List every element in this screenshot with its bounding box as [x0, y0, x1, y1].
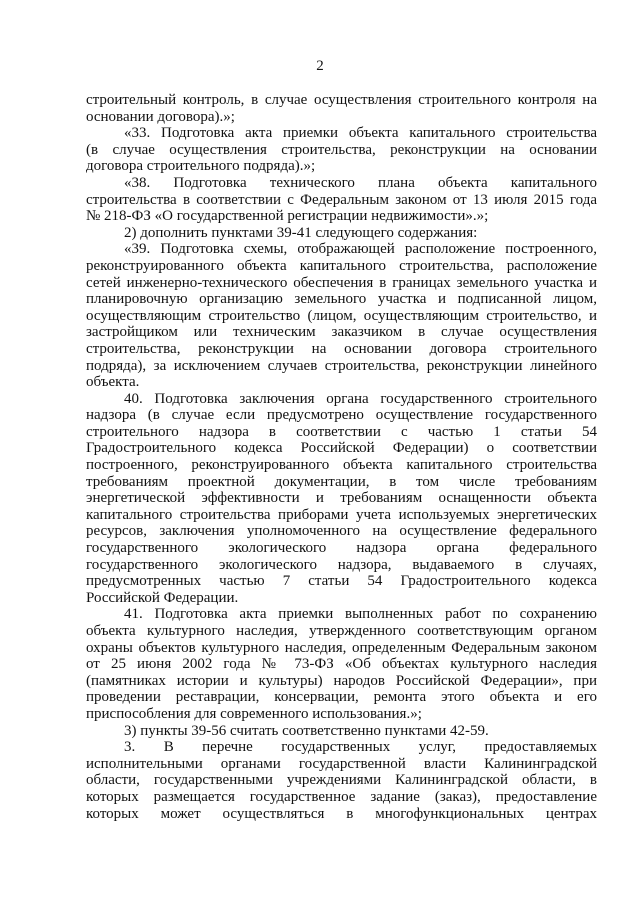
text-line: требованиям проектной документации, в том числе требованиям [86, 473, 597, 490]
text-line: договора строительного подряда).»; [86, 158, 316, 175]
text-line: осуществляющим строительство (лицом, осуществляющим строительство, и [86, 307, 597, 324]
text-line: 3) пункты 39-56 считать соответственно пунктами 42-59. [124, 722, 489, 739]
paragraph [86, 92, 597, 125]
text-line: 41. Подготовка акта приемки выполненных работ по сохранению [124, 606, 597, 623]
page-number: 2 [316, 58, 324, 74]
paragraph [86, 241, 597, 390]
paragraph [86, 606, 597, 722]
text-line: проведении реставрации, консервации, ремонта этого объекта и его [86, 689, 597, 706]
text-line: энергетической эффективности и требованиям оснащенности объекта [86, 490, 597, 507]
paragraph [86, 723, 597, 740]
text-line: построенного, реконструированного объекта капитального строительства [86, 457, 597, 474]
text-line: капитального строительства приборами учета используемых энергетических [86, 506, 597, 523]
document-body [86, 92, 597, 822]
text-line: приспособления для современного использования.»; [86, 705, 422, 722]
text-line: подряда), за исключением случаев строительства, реконструкции линейного [86, 357, 597, 374]
text-line: 40. Подготовка заключения органа государственного строительного [124, 390, 597, 407]
text-line: Градостроительного кодекса Российской Федерации) о соответствии [86, 440, 597, 457]
text-line: реконструированного объекта капитального строительства, расположение [86, 257, 597, 274]
text-line: строительства в соответствии с Федеральным законом от 13 июля 2015 года [86, 191, 597, 208]
text-line: объекта. [86, 374, 140, 391]
text-line: охраны объектов культурного наследия, определенным Федеральным законом [86, 639, 597, 656]
text-line: планировочную организацию земельного участка и подписанной лицом, [86, 291, 597, 308]
text-line: надзора (в случае если предусмотрено осуществление государственного [86, 407, 597, 424]
text-line: государственного экологического надзора, выдаваемого в случаях, [86, 556, 597, 573]
text-line: которых может осуществляться в многофункциональных центрах [86, 805, 597, 822]
paragraph [86, 739, 597, 822]
text-line: «39. Подготовка схемы, отображающей расположение построенного, [124, 241, 597, 258]
text-line: строительства, реконструкции на основании договора строительного [86, 340, 597, 357]
text-line: застройщиком или техническим заказчиком в случае осуществления [86, 324, 597, 341]
text-line: объекта культурного наследия, утвержденного соответствующим органом [86, 623, 597, 639]
text-line: от 25 июня 2002 года № 73-ФЗ «Об объектах культурного наследия [86, 656, 597, 673]
text-line: (в случае осуществления строительства, реконструкции на основании [86, 141, 597, 158]
text-line: «33. Подготовка акта приемки объекта капитального строительства [124, 125, 597, 142]
text-line: (памятниках истории и культуры) народов Российской Федерации», при [86, 672, 597, 689]
text-line: № 218-ФЗ «О государственной регистрации недвижимости».»; [86, 208, 489, 225]
text-line: 2) дополнить пунктами 39-41 следующего содержания: [124, 224, 478, 241]
paragraph [86, 175, 597, 225]
text-line: основании договора).»; [86, 108, 235, 125]
paragraph [86, 225, 597, 242]
text-line: предусмотренных частью 7 статьи 54 Градостроительного кодекса [86, 573, 597, 590]
text-line: строительного надзора в соответствии с частью 1 статьи 54 [86, 423, 597, 440]
text-line: сетей инженерно-технического обеспечения в границах земельного участка и [86, 274, 597, 291]
text-line: строительный контроль, в случае осуществления строительного контроля на [86, 92, 597, 108]
text-line: которых размещается государственное задание (заказ), предоставление [86, 788, 597, 805]
paragraph [86, 125, 597, 175]
text-line: исполнительными органами государственной власти Калининградской [86, 755, 597, 772]
text-line: области, государственными учреждениями Калининградской области, в [86, 772, 597, 789]
text-line: государственного экологического надзора органа федерального [86, 540, 597, 557]
text-line: 3. В перечне государственных услуг, предоставляемых [124, 739, 597, 756]
paragraph [86, 391, 597, 607]
text-line: «38. Подготовка технического плана объекта капитального [124, 174, 597, 191]
text-line: Российской Федерации. [86, 589, 239, 606]
text-line: ресурсов, заключения уполномоченного на осуществление федерального [86, 523, 597, 540]
